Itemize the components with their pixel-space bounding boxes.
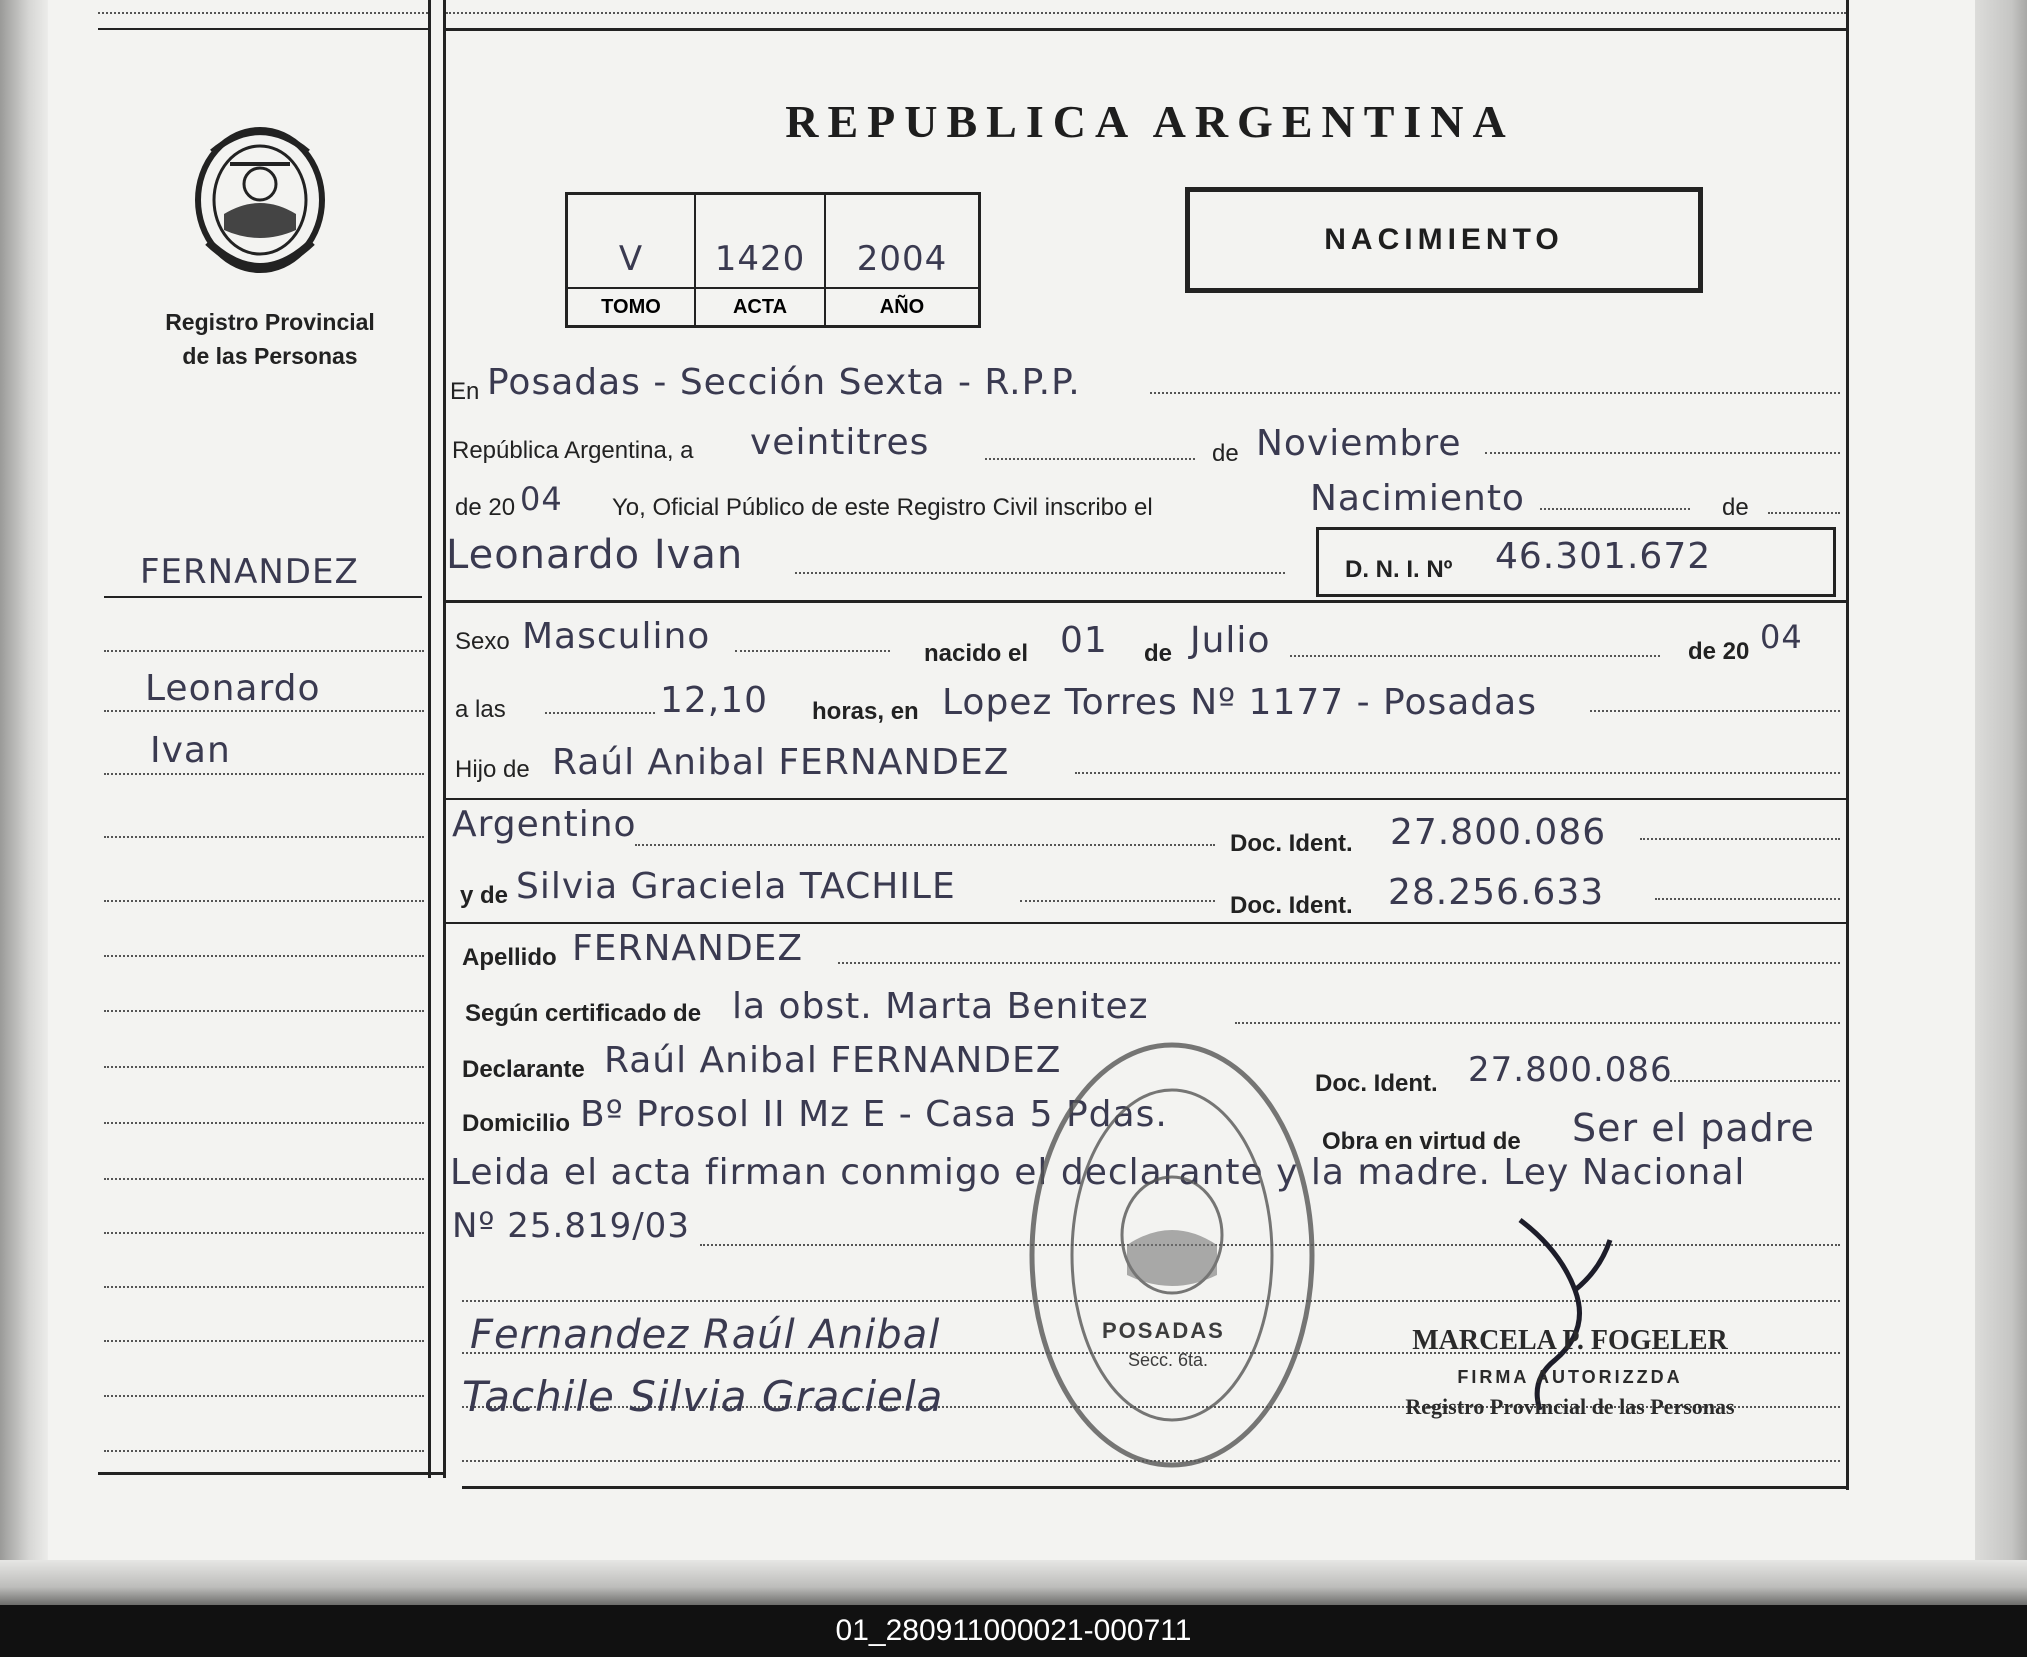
ledger-reference-box xyxy=(565,192,981,328)
alas-label: a las xyxy=(455,696,506,723)
dni-box xyxy=(1316,527,1836,597)
de3-label: de xyxy=(1144,640,1173,667)
note-line-1: Leida el acta firman conmigo el declarante y la madre. Ley Nacional xyxy=(450,1152,1746,1193)
margin-given-name-2: Ivan xyxy=(150,730,231,771)
margin-dotted-line xyxy=(104,1178,424,1180)
document-title: REPUBLICA ARGENTINA xyxy=(785,96,1515,147)
day-value: veintitres xyxy=(750,422,930,463)
mother-doc-label: Doc. Ident. xyxy=(1230,892,1353,919)
margin-dotted-line xyxy=(104,1066,424,1068)
left-top-rule xyxy=(98,28,428,30)
margin-dotted-line xyxy=(104,1450,424,1452)
declarante-doc: 27.800.086 xyxy=(1468,1050,1673,1090)
father-doc: 27.800.086 xyxy=(1390,812,1607,853)
declarante-doc-label: Doc. Ident. xyxy=(1315,1070,1438,1097)
margin-dotted-line xyxy=(104,1122,424,1124)
en-label: En xyxy=(450,378,480,405)
ano-value: 2004 xyxy=(856,239,948,279)
certificado-value: la obst. Marta Benitez xyxy=(732,986,1149,1027)
place-value: Lopez Torres Nº 1177 - Posadas xyxy=(942,682,1537,723)
fill-line xyxy=(1590,710,1840,712)
main-bottom-rule xyxy=(462,1486,1846,1489)
year-value: 04 xyxy=(520,480,563,518)
certificado-label: Según certificado de xyxy=(465,1000,702,1027)
fill-line xyxy=(1235,1022,1840,1024)
document-type-box: NACIMIENTO xyxy=(1185,187,1703,293)
signature-mother: Tachile Silvia Graciela xyxy=(462,1372,944,1421)
acta-value: 1420 xyxy=(714,239,806,279)
registry-name xyxy=(135,305,405,373)
margin-dotted-line xyxy=(104,1340,424,1342)
mother-doc: 28.256.633 xyxy=(1388,872,1605,913)
domicilio-label: Domicilio xyxy=(462,1110,571,1137)
ano-label: AÑO xyxy=(879,296,925,318)
month-value: Noviembre xyxy=(1256,423,1462,464)
registry-name-line2: de las Personas xyxy=(182,343,358,369)
tomo-label: TOMO xyxy=(601,296,661,318)
margin-dotted-line xyxy=(104,900,424,902)
hour-value: 12,10 xyxy=(660,680,769,721)
fill-line xyxy=(795,572,1285,574)
margin-surname-rule xyxy=(104,596,422,598)
year-label: de 20 xyxy=(455,494,516,521)
ano-cell xyxy=(826,195,978,325)
page-edge-right xyxy=(1975,0,2027,1605)
column-divider-left xyxy=(428,0,431,1478)
book-spine xyxy=(0,0,48,1605)
fill-line xyxy=(1150,392,1840,394)
margin-dotted-line xyxy=(104,1395,424,1397)
declarante-label: Declarante xyxy=(462,1056,585,1083)
sexo-value: Masculino xyxy=(522,616,711,657)
margin-dotted-line xyxy=(104,650,424,652)
birth-year: 04 xyxy=(1760,618,1803,656)
margin-dotted-line xyxy=(104,836,424,838)
yde-label: y de xyxy=(460,882,509,909)
fill-line xyxy=(1670,1080,1840,1082)
stamp-section: Secc. 6ta. xyxy=(1128,1350,1209,1370)
sexo-label: Sexo xyxy=(455,628,510,655)
tomo-value: V xyxy=(618,239,644,279)
fill-line xyxy=(1075,772,1840,774)
official-name: MARCELA P. FOGELER xyxy=(1412,1325,1728,1356)
birth-year-label: de 20 xyxy=(1688,638,1750,665)
margin-surname: FERNANDEZ xyxy=(140,552,359,592)
event-value: Nacimiento xyxy=(1310,478,1525,519)
domicilio-value: Bº Prosol II Mz E - Casa 5 Pdas. xyxy=(580,1094,1168,1135)
margin-dotted-line xyxy=(104,1232,424,1234)
fill-line xyxy=(1485,452,1840,454)
official-office: Registro Provincial de las Personas xyxy=(1405,1394,1735,1419)
obra-label: Obra en virtud de xyxy=(1322,1128,1521,1155)
declarante-value: Raúl Anibal FERNANDEZ xyxy=(604,1040,1062,1081)
birth-month: Julio xyxy=(1190,620,1271,661)
de-label: de xyxy=(1212,440,1239,467)
fill-line xyxy=(1768,512,1840,514)
child-name: Leonardo Ivan xyxy=(446,532,744,578)
signature-father: Fernandez Raúl Anibal xyxy=(470,1312,941,1358)
top-dotted-line xyxy=(446,12,1846,14)
father-nationality: Argentino xyxy=(452,804,637,845)
margin-given-name-1: Leonardo xyxy=(145,668,321,709)
official-role: FIRMA AUTORIZZDA xyxy=(1457,1367,1683,1387)
margin-dotted-line xyxy=(104,1286,424,1288)
birth-day: 01 xyxy=(1060,620,1108,661)
tomo-cell xyxy=(568,195,696,325)
section-rule xyxy=(446,600,1846,603)
dni-value: 46.301.672 xyxy=(1495,536,1712,577)
father-doc-label: Doc. Ident. xyxy=(1230,830,1353,857)
fill-line xyxy=(735,650,890,652)
official-stamp-seal-icon xyxy=(1022,1035,1322,1475)
provincial-seal-icon xyxy=(190,122,330,282)
main-top-rule xyxy=(446,28,1846,31)
column-divider-left-inner xyxy=(443,0,446,1478)
fill-line xyxy=(635,844,1215,846)
mother-name: Silvia Graciela TACHILE xyxy=(516,866,956,907)
en-value: Posadas - Sección Sexta - R.P.P. xyxy=(487,362,1081,403)
fill-line xyxy=(1640,838,1840,840)
left-bottom-rule xyxy=(98,1472,443,1475)
nacido-label: nacido el xyxy=(924,640,1029,667)
fill-line xyxy=(545,712,655,714)
section-rule xyxy=(446,922,1846,924)
section-rule xyxy=(446,798,1846,800)
page-edge-bottom xyxy=(0,1560,2027,1605)
fill-line xyxy=(1290,655,1660,657)
acta-label: ACTA xyxy=(732,296,788,318)
obra-value: Ser el padre xyxy=(1572,1106,1815,1150)
officer-text: Yo, Oficial Público de este Registro Civil inscribo el xyxy=(612,494,1153,521)
fill-line xyxy=(985,458,1195,460)
fill-line xyxy=(838,962,1840,964)
registry-name-line1: Registro Provincial xyxy=(165,309,375,335)
father-name: Raúl Anibal FERNANDEZ xyxy=(552,742,1010,783)
fill-line xyxy=(1540,508,1690,510)
stamp-city: POSADAS xyxy=(1102,1318,1225,1343)
frame-right-border xyxy=(1846,0,1849,1490)
horas-label: horas, en xyxy=(812,698,919,725)
margin-dotted-line xyxy=(104,710,424,712)
official-block xyxy=(1360,1325,1780,1420)
note-line-2: Nº 25.819/03 xyxy=(452,1206,690,1246)
acta-cell xyxy=(696,195,826,325)
margin-dotted-line xyxy=(104,773,424,775)
image-caption: 01_280911000021-000711 xyxy=(0,1605,2027,1657)
republica-label: República Argentina, a xyxy=(452,437,694,464)
apellido-value: FERNANDEZ xyxy=(572,928,804,969)
top-dotted-line xyxy=(98,12,428,14)
fill-line xyxy=(1020,900,1215,902)
apellido-label: Apellido xyxy=(462,944,557,971)
margin-dotted-line xyxy=(104,1010,424,1012)
margin-dotted-line xyxy=(104,955,424,957)
fill-line xyxy=(1655,898,1840,900)
hijo-label: Hijo de xyxy=(455,756,530,783)
de2-label: de xyxy=(1722,494,1749,521)
dni-label: D. N. I. Nº xyxy=(1345,556,1453,583)
